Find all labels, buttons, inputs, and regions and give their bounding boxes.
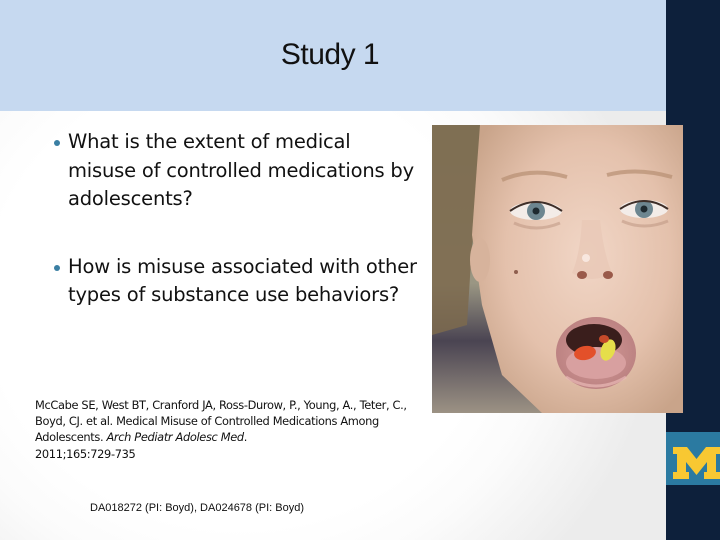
- slide-title: [0, 38, 666, 72]
- bullet-list: [52, 128, 422, 349]
- university-logo: [666, 432, 720, 485]
- title-bar: [0, 0, 666, 111]
- slide-title-text: Study 1: [280, 38, 380, 71]
- citation-authors-title: McCabe SE, West BT, Cranford JA, Ross-Durow, P., Young, A., Teter, C., Boyd, CJ. et al. Medical Misuse of Controlled Medications Among Adolescents.: [35, 398, 407, 445]
- citation-journal-suffix: .: [243, 430, 248, 445]
- photo-girl-with-pills-icon: [432, 125, 683, 413]
- citation-details: 2011;165:729-735: [35, 446, 136, 461]
- photo-girl-with-pills: [432, 125, 683, 413]
- bullet-item: [52, 253, 422, 310]
- bullet-item: [52, 128, 422, 214]
- citation: [35, 397, 435, 462]
- bullet-dot-icon: [54, 140, 60, 146]
- bullet-text: How is misuse associated with other types of substance use behaviors?: [68, 254, 417, 306]
- citation-journal: Arch Pediatr Adolesc Med: [106, 430, 244, 445]
- block-m-logo-icon: [673, 447, 720, 479]
- bullet-text: What is the extent of medical misuse of controlled medications by adolescents?: [68, 130, 414, 210]
- bullet-dot-icon: [54, 265, 60, 271]
- grant-numbers: DA018272 (PI: Boyd), DA024678 (PI: Boyd): [90, 502, 305, 514]
